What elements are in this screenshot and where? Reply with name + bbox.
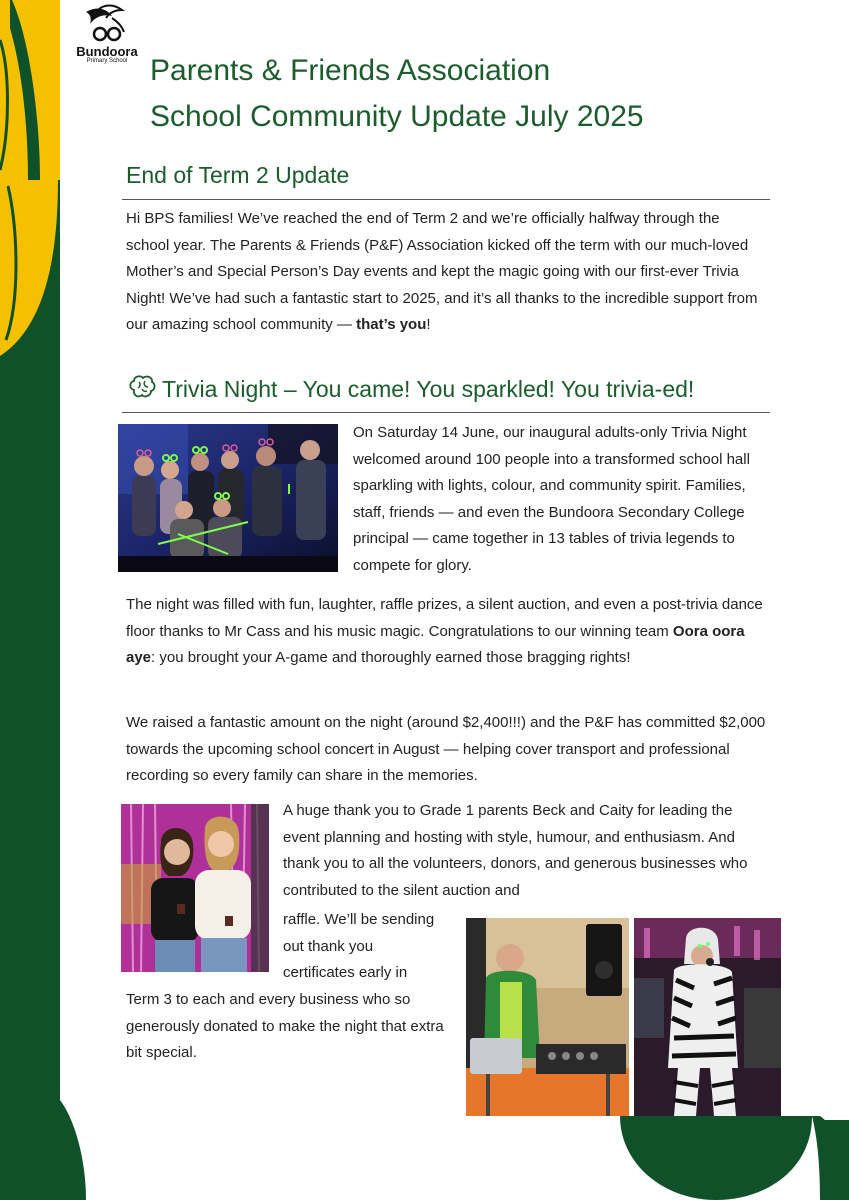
logo-name: Bundoora — [76, 44, 138, 59]
thank-you-line: out thank you — [283, 937, 374, 955]
section-divider — [122, 412, 770, 413]
night-summary-text-end: : you brought your A-game and thoroughly earned those bragging rights! — [151, 649, 631, 666]
trivia-group-photo — [118, 424, 338, 572]
fundraising-paragraph: We raised a fantastic amount on the night (around $2,400!!!) and the P&F has committed $2,000 towards the upcoming school concert in August — helping cover transport and professional recording so every family can share in the memories. — [126, 714, 766, 784]
thank-you-line: certificates early in — [283, 964, 408, 981]
thank-you-paragraph: A huge thank you to Grade 1 parents Beck and Caity for leading the event planning and hosting with style, humour, and enthusiasm. And thank you to all the volunteers, donors, and generous businesses who contributed to the silent auction and — [283, 802, 748, 899]
night-summary-text: The night was filled with fun, laughter, raffle prizes, a silent auction, and even a post-trivia dance floor thanks to Mr Cass and his music magic. Congratulations to our winning team — [126, 596, 763, 640]
trivia-intro-paragraph: On Saturday 14 June, our inaugural adults-only Trivia Night welcomed around 100 people into a transformed school hall sparkling with lights, colour, and community spirit. Families, staff, friends — and even the Bundoora Secondary College principal — came together in 13 tables of trivia legends to compete for glory. — [353, 424, 750, 574]
thank-you-line: raffle. We’ll be sending — [283, 911, 435, 928]
section-heading-trivia — [128, 374, 694, 403]
brain-icon — [128, 374, 156, 400]
zebra-costume-photo — [634, 918, 781, 1116]
school-logo — [72, 4, 142, 74]
logo-subtitle: Primary School — [86, 58, 128, 64]
section-heading-term2: End of Term 2 Update — [126, 162, 350, 188]
hosts-photo — [121, 804, 269, 972]
intro-text-end: ! — [426, 316, 431, 333]
winning-team-name: Oora oora aye — [126, 622, 745, 666]
left-decorative-band — [0, 0, 60, 1200]
logo-emblem-icon — [78, 4, 136, 44]
trivia-heading-text: Trivia Night – You came! You sparkled! You trivia-ed! — [162, 376, 695, 402]
intro-text: Hi BPS families! We’ve reached the end of Term 2 and we’re officially halfway through the school year. The Parents & Friends (P&F) Association kicked off the term with our much-loved Mother’s and Special Person’s Day events and kept the magic going with our first-ever Trivia Night! We’ve had such a fantastic start to 2025, and it’s all thanks to the incredible support from our amazing school community — — [126, 210, 758, 333]
page-title-line2: School Community Update July 2025 — [150, 100, 644, 133]
night-summary-paragraph — [126, 592, 766, 672]
intro-paragraph — [126, 206, 766, 339]
page-title-line1: Parents & Friends Association — [150, 54, 551, 87]
certificates-paragraph: Term 3 to each and every business who so generously donated to make the night that extra bit special. — [126, 991, 444, 1061]
section-divider — [122, 199, 770, 200]
intro-bold-text: that’s you — [356, 316, 427, 333]
thank-you-continued — [283, 907, 473, 987]
dj-photo — [466, 918, 629, 1116]
